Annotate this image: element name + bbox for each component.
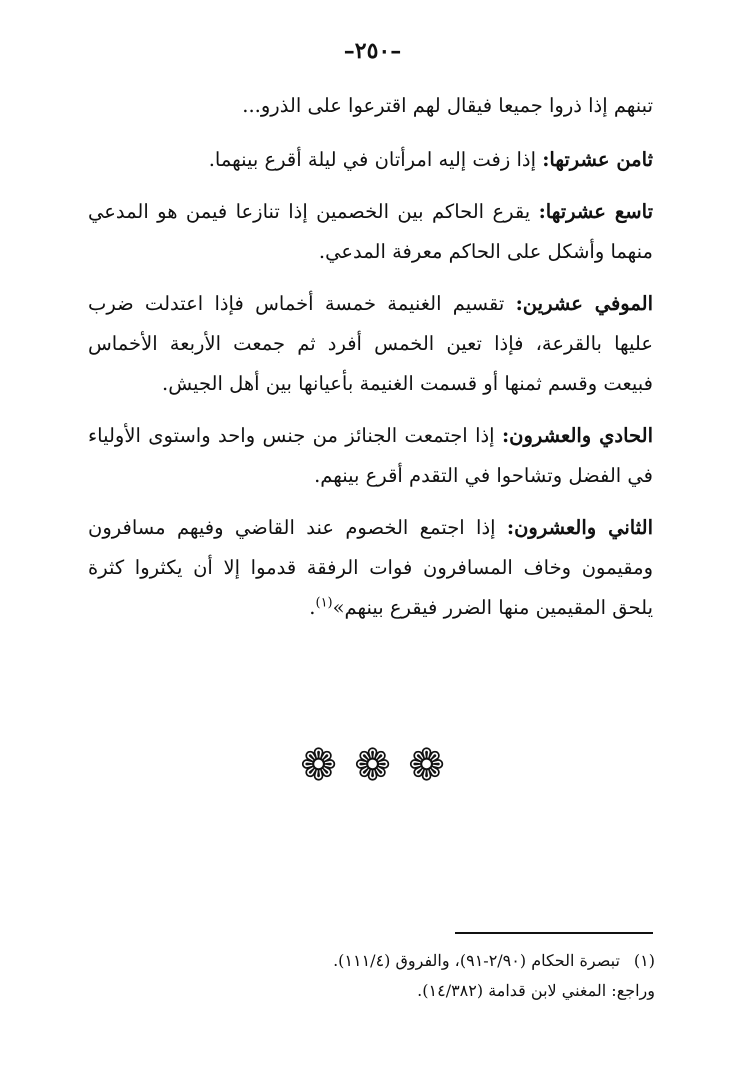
paragraph-twenty-first bbox=[88, 416, 653, 496]
footnote-1-continuation bbox=[240, 976, 655, 1006]
paragraph-text: يقرع الحاكم بين الخصمين إذا تنازعا فيمن هو المدعي منهما وأشكل على الحاكم معرفة المدعي. bbox=[88, 200, 653, 263]
paragraph-end: . bbox=[309, 596, 316, 619]
paragraph-text: تقسيم الغنيمة خمسة أخماس فإذا اعتدلت ضرب عليها بالقرعة، فإذا تعين الخمس أفرد ثم جمعت الأربعة الأخماس فبيعت وقسم ثمنها أو قسمت الغنيمة بأعيانها بين أهل الجيش. bbox=[88, 292, 653, 395]
paragraph-text: إذا اجتمعت الجنائز من جنس واحد واستوى الأولياء في الفضل وتشاحوا في التقدم أقرع بينهم. bbox=[88, 424, 653, 487]
paragraph-heading: الحادي والعشرون: bbox=[501, 424, 653, 447]
footnote-separator bbox=[455, 932, 653, 934]
footnotes bbox=[240, 946, 655, 1006]
main-text bbox=[88, 86, 653, 640]
paragraph-heading: تاسع عشرتها: bbox=[538, 200, 653, 223]
footnote-1 bbox=[240, 946, 655, 976]
footnote-marker: (١) bbox=[633, 951, 655, 970]
footnote-reference[interactable]: (١) bbox=[315, 595, 333, 611]
paragraph-twentieth bbox=[88, 284, 653, 404]
paragraph-text: تبنهم إذا ذروا جميعا فيقال لهم اقترعوا على الذرو... bbox=[242, 94, 653, 117]
paragraph-heading: ثامن عشرتها: bbox=[542, 148, 653, 171]
paragraph-text: إذا اجتمع الخصوم عند القاضي وفيهم مسافرون ومقيمون وخاف المسافرون فوات الرفقة قدموا إلا أن يكثروا كثرة يلحق المقيمين منها الضرر فيقرع بينهم» bbox=[88, 516, 653, 619]
page-number: –٢٥٠– bbox=[343, 38, 402, 64]
paragraph-heading: الموفي عشرين: bbox=[515, 292, 653, 315]
paragraph-nineteenth bbox=[88, 192, 653, 272]
paragraph-twenty-second bbox=[88, 508, 653, 628]
paragraph-text: إذا زفت إليه امرأتان في ليلة أقرع بينهما. bbox=[208, 148, 543, 171]
flower-ornament-icon: ❁ bbox=[408, 740, 445, 791]
flower-ornament-icon: ❁ bbox=[354, 740, 391, 791]
footnote-text: وراجع: المغني لابن قدامة (١٤/٣٨٢). bbox=[417, 981, 655, 1000]
paragraph-continuation bbox=[88, 86, 653, 126]
section-divider-ornaments bbox=[0, 736, 745, 796]
paragraph-heading: الثاني والعشرون: bbox=[506, 516, 653, 539]
paragraph-eighteenth bbox=[88, 140, 653, 180]
footnote-text: تبصرة الحكام (٢/٩٠-٩١)، والفروق (١١١/٤). bbox=[333, 951, 620, 970]
flower-ornament-icon: ❁ bbox=[300, 740, 337, 791]
